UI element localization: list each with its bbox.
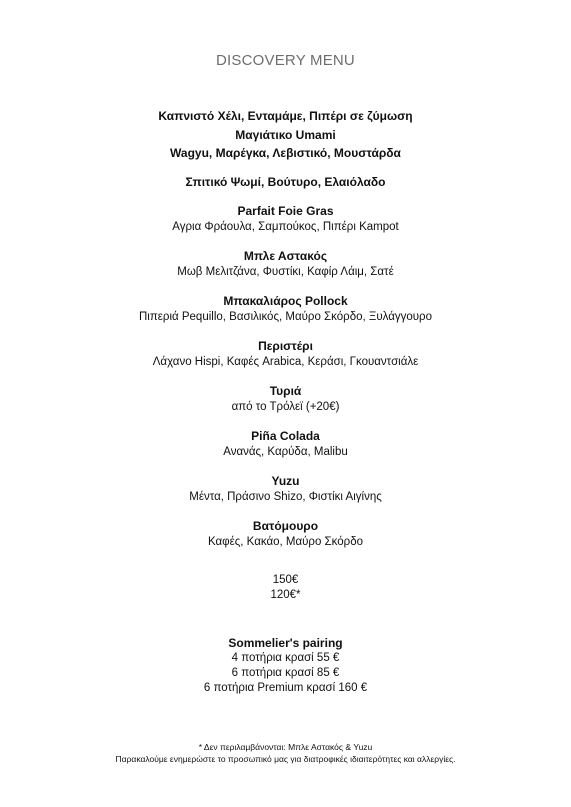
course-description: Αγρια Φράουλα, Σαμπούκος, Πιπέρι Kampot bbox=[172, 221, 399, 233]
pairing-option: 6 ποτήρια κρασί 85 € bbox=[231, 667, 340, 679]
course-description: Καφές, Κακάο, Μαύρο Σκόρδο bbox=[207, 536, 364, 548]
course-item bbox=[0, 248, 571, 293]
footnote-exclusions: * Δεν περιλαμβάνονται: Μπλε Αστακός & Yuzu bbox=[198, 742, 373, 752]
course-name: Τυριά bbox=[269, 384, 302, 398]
pairing-option: 6 ποτήρια Premium κρασί 160 € bbox=[203, 682, 368, 694]
course-item bbox=[0, 203, 571, 248]
course-description: Λάχανο Hispi, Καφές Arabica, Κεράσι, Γκουαντσιάλε bbox=[152, 356, 419, 368]
course-item bbox=[0, 383, 571, 428]
footnotes bbox=[0, 741, 571, 765]
course-description: από το Τρόλεϊ (+20€) bbox=[231, 401, 340, 413]
course-item bbox=[0, 518, 571, 563]
sommelier-pairing-section bbox=[0, 636, 571, 696]
menu-price-reduced: 120€* bbox=[270, 589, 301, 601]
course-name: Piña Colada bbox=[251, 429, 320, 443]
course-description: Μέντα, Πράσινο Shizo, Φιστίκι Αιγίνης bbox=[189, 491, 382, 503]
starter-item: Μαγιάτικο Umami bbox=[235, 127, 336, 142]
starter-item: Wagyu, Μαρέγκα, Λεβιστικό, Μουστάρδα bbox=[170, 146, 401, 160]
course-description: Μωβ Μελιτζάνα, Φυστίκι, Καφίρ Λάιμ, Σατέ bbox=[177, 266, 394, 278]
course-name: Parfait Foie Gras bbox=[237, 204, 334, 218]
course-name: Περιστέρι bbox=[258, 339, 313, 353]
pairing-option: 4 ποτήρια κρασί 55 € bbox=[231, 652, 340, 664]
menu-price: 150€ bbox=[272, 574, 299, 586]
footnote-allergies: Παρακαλούμε ενημερώστε το προσωπικό μας για διατροφικές ιδιαιτερότητες και αλλεργίες. bbox=[115, 754, 456, 764]
starters-section bbox=[0, 107, 571, 163]
price-section bbox=[0, 573, 571, 603]
course-item bbox=[0, 428, 571, 473]
pairing-heading: Sommelier's pairing bbox=[228, 636, 343, 650]
course-name: Μπλε Αστακός bbox=[243, 249, 328, 263]
course-item bbox=[0, 338, 571, 383]
course-item bbox=[0, 473, 571, 518]
course-name: Βατόμουρο bbox=[252, 519, 319, 533]
course-item bbox=[0, 293, 571, 338]
starter-item: Καπνιστό Χέλι, Ενταμάμε, Πιπέρι σε ζύμωση bbox=[158, 109, 413, 123]
course-name: Yuzu bbox=[271, 474, 300, 488]
course-description: Ανανάς, Καρύδα, Malibu bbox=[223, 446, 348, 458]
bread-item: Σπιτικό Ψωμί, Βούτυρο, Ελαιόλαδο bbox=[185, 175, 386, 189]
menu-title: DISCOVERY MENU bbox=[216, 52, 355, 69]
course-description: Πιπεριά Pequillo, Βασιλικός, Μαύρο Σκόρδο, Ξυλάγγουρο bbox=[139, 311, 432, 323]
course-name: Μπακαλιάρος Pollock bbox=[223, 294, 348, 308]
courses-section bbox=[0, 203, 571, 563]
